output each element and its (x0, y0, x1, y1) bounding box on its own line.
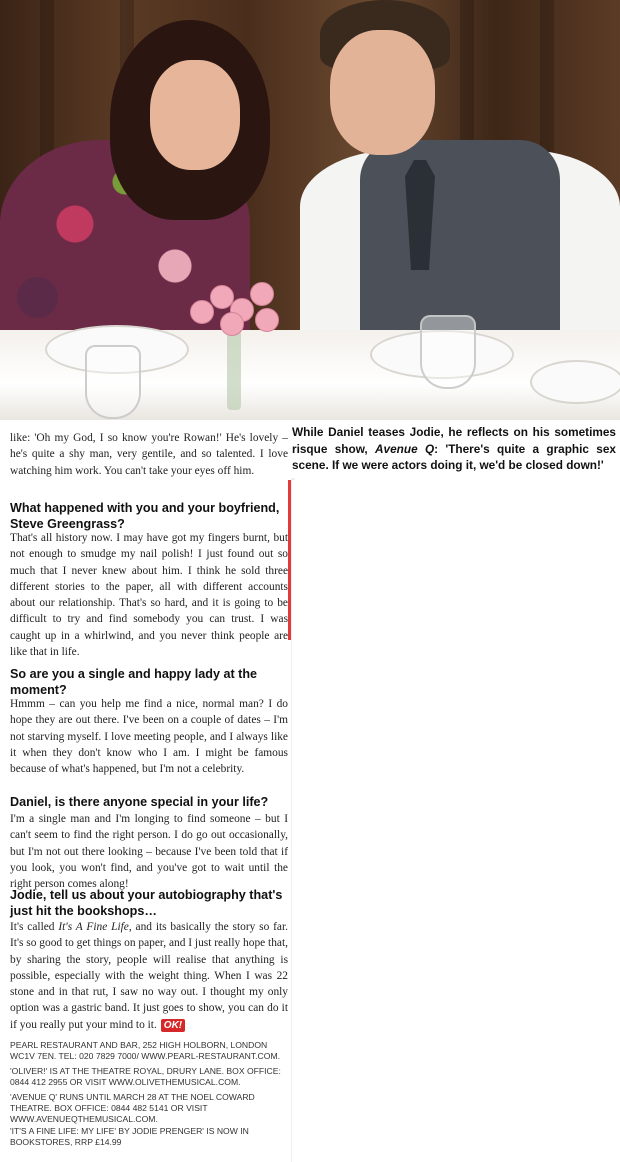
man-face (330, 30, 435, 155)
answer-2: Hmmm – can you help me find a nice, normal man? I do hope they are out there. I've been on a couple of dates – I'm not starving myself. I love meeting people, and I always like it when they don't know who I am. I might be famous because of what's happened, but I'm not a celebrity. (10, 698, 288, 776)
question-4: Jodie, tell us about your autobiography that's just hit the bookshops… (10, 888, 283, 918)
woman-face (150, 60, 240, 170)
man-vest (360, 140, 560, 340)
wine-glass (85, 345, 141, 419)
answer-4-text-cont: , and its basically the story so far. It's so good to get things on paper, and I just really hope that, by sharing the story, people will realise that anything is possible, especially with the weight thing. When I was 22 stone and in that rut, I saw no way out. I thought my only option was a gastric band. It just goes to show, you can do it if you really put your mind to it. (10, 921, 288, 1031)
wine-glass (420, 315, 476, 389)
answer-4-text: It's called (10, 921, 59, 933)
answer-1: That's all history now. I may have got my fingers burnt, but not enough to smudge my nail polish! I just found out so much that I never knew about him. I think he sold three different stories to the paper, all with different accounts about our relationship. That's so hard, and it is going to be difficult to try and find somebody you can trust. I was caught up in a whirlwind, and you never think people are like that in life. (10, 532, 288, 659)
caption-quote: : 'There's quite a graphic sex scene. If we were actors doing it, we'd be closed down!' (292, 441, 616, 472)
info-restaurant: PEARL RESTAURANT AND BAR, 252 HIGH HOLBORN, LONDON WC1V 7EN. TEL: 020 7829 7000/ WWW.PEARL-RESTAURANT.COM. (10, 1040, 280, 1061)
question-1: What happened with you and your boyfriend, Steve Greengrass? (10, 501, 280, 531)
blank-area (292, 480, 620, 1162)
answer-3: I'm a single man and I'm longing to find someone – but I can't seem to find the right person. I do go out occasionally, but I'm not out there looking – because I've been told that if you look, you won't find, and you've got to wait until the right person comes along! (10, 813, 288, 891)
info-book: 'IT'S A FINE LIFE: MY LIFE' BY JODIE PRENGER' IS NOW IN BOOKSTORES, RRP £14.99 (10, 1126, 249, 1147)
answer-4 (10, 919, 288, 1033)
red-edge (288, 480, 291, 640)
question-2: So are you a single and happy lady at the moment? (10, 667, 258, 697)
photo-caption (292, 424, 616, 474)
info-avenue-q: 'AVENUE Q' RUNS UNTIL MARCH 28 AT THE NOEL COWARD THEATRE. BOX OFFICE: 0844 482 5141 OR VISIT WWW.AVENUEQTHEMUSICAL.COM. (10, 1092, 255, 1124)
question-3: Daniel, is there anyone special in your life? (10, 795, 269, 809)
intro-paragraph: like: 'Oh my God, I so know you're Rowan!' He's lovely – he's quite a shy man, very gentile, and so talented. I love watching him work. You can't take your eyes off him. (10, 432, 288, 477)
article-photo (0, 0, 620, 420)
caption-show-title: Avenue Q (375, 441, 435, 456)
flower-vase (227, 330, 241, 410)
ok-logo: OK! (161, 1019, 185, 1032)
caption-text: While Daniel teases Jodie, he reflects on his sometimes risque show, (292, 425, 616, 456)
plate (530, 360, 620, 404)
flowers (180, 280, 280, 340)
book-title: It's A Fine Life (58, 921, 129, 933)
info-oliver: 'OLIVER!' IS AT THE THEATRE ROYAL, DRURY LANE. BOX OFFICE: 0844 412 2955 OR VISIT WWW.OLIVETHEMUSICAL.COM. (10, 1066, 281, 1087)
